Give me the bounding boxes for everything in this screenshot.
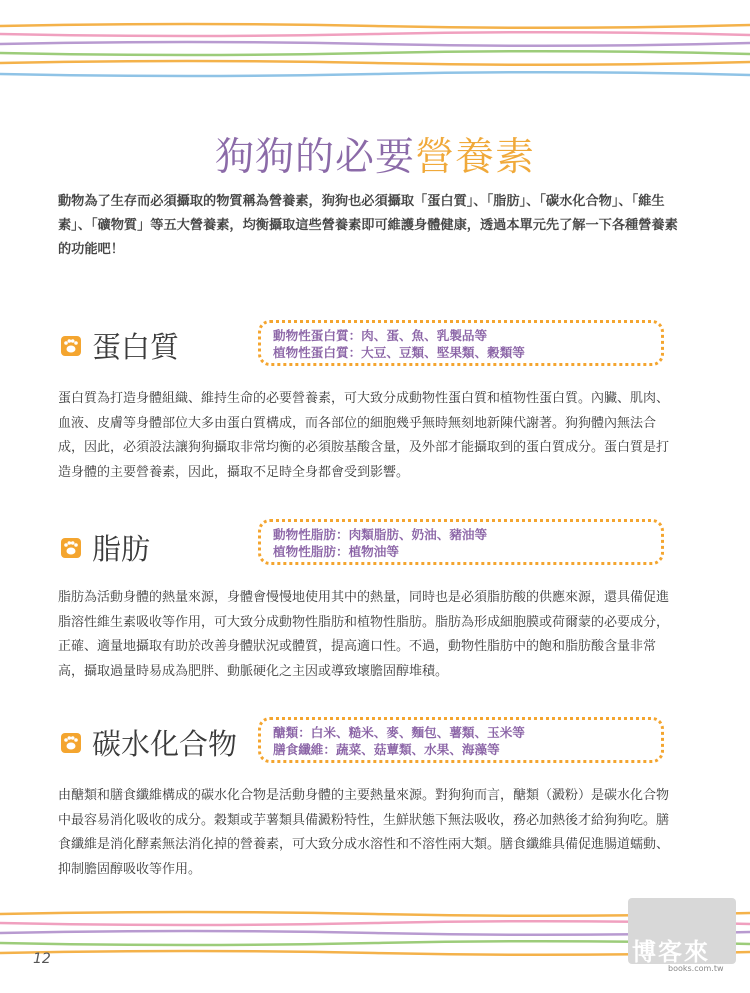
watermark [628,898,736,978]
box-line: 植物性脂肪：植物油等 [273,544,399,559]
section-carb-heading [60,722,237,763]
section-body: 蛋白質為打造身體組織、維持生命的必要營養素，可大致分成動物性蛋白質和植物性蛋白質。內臟、肌肉、血液、皮膚等身體部位大多由蛋白質構成，而各部位的細胞幾乎無時無刻地新陳代謝著。狗狗體內無法合成，因此，必須設法讓狗狗攝取非常均衡的必須胺基酸含量，及外部才能攝取到的蛋白質成分。蛋白質是打造身體的主要營養素，因此，攝取不足時全身都會受到影響。 [58,391,670,480]
watermark-url: books.com.tw [668,964,724,973]
paw-icon [60,335,82,357]
box-line: 醣類：白米、糙米、麥、麵包、薯類、玉米等 [273,725,525,740]
section-title: 蛋白質 [92,330,180,364]
top-decorative-lines [0,18,750,88]
section-body: 由醣類和膳食纖維構成的碳水化合物是活動身體的主要熱量來源。對狗狗而言，醣類（澱粉）是碳水化合物中最容易消化吸收的成分。穀類或芋薯類具備澱粉特性，生鮮狀態下無法吸收，務必加熱後才給狗狗吃。膳食纖維是消化酵素無法消化掉的營養素，可大致分成水溶性和不溶性兩大類。膳食纖維具備促進腸道蠕動、抑制膽固醇吸收等作用。 [58,788,670,877]
section-protein-heading [60,325,179,366]
carb-sources-box [258,717,664,763]
paw-icon [60,537,82,559]
title-part1: 狗狗的必要 [214,135,415,180]
paw-icon [60,732,82,754]
fat-sources-box [258,519,664,565]
watermark-text: 博客來 [632,938,710,966]
section-title: 脂肪 [92,532,151,566]
section-body: 脂肪為活動身體的熱量來源，身體會慢慢地使用其中的熱量，同時也是必須脂肪酸的供應來源，還具備促進脂溶性維生素吸收等作用，可大致分成動物性脂肪和植物性脂肪。脂肪為形成細胞膜或荷爾蒙的必要成分，正確、適量地攝取有助於改善身體狀況或體質，提高適口性。不過，動物性脂肪中的飽和脂肪酸含量非常高，攝取過量時易成為肥胖、動脈硬化之主因或導致壞膽固醇堆積。 [58,590,670,679]
intro-paragraph: 動物為了生存而必須攝取的物質稱為營養素，狗狗也必須攝取「蛋白質」、「脂肪」、「碳水化合物」、「維生素」、「礦物質」等五大營養素，均衡攝取這些營養素即可維護身體健康，透過本單元先了解一下各種營養素的功能吧！ [58,194,678,257]
box-line: 動物性蛋白質：肉、蛋、魚、乳製品等 [273,328,488,343]
section-fat-heading [60,527,150,568]
box-line: 膳食纖維：蔬菜、菇蕈類、水果、海藻等 [273,742,500,757]
page-title [0,126,750,182]
title-part2: 營養素 [415,135,536,180]
box-line: 動物性脂肪：肉類脂肪、奶油、豬油等 [273,527,488,542]
box-line: 植物性蛋白質：大豆、豆類、堅果類、穀類等 [273,345,525,360]
protein-sources-box [258,320,664,366]
section-title: 碳水化合物 [92,727,238,761]
page-number: 12 [33,951,51,967]
